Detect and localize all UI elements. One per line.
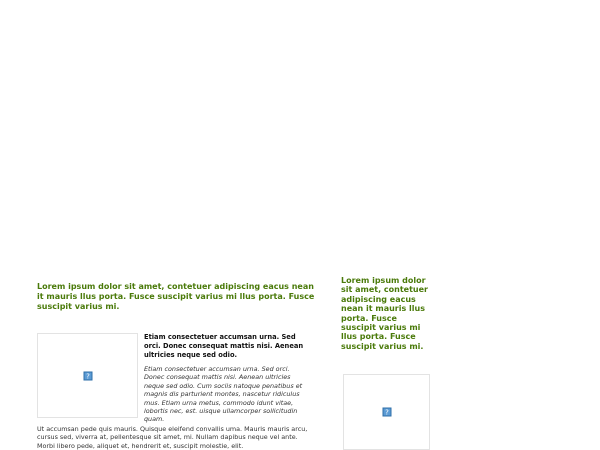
main-article-image[interactable] — [37, 333, 138, 418]
broken-image-icon — [83, 371, 92, 380]
main-article-intro: Etiam consectetuer accumsan urna. Sed orci. Donec consequat mattis nisi. Aenean ultricies neque sed odio. — [144, 333, 304, 359]
side-article-image[interactable] — [343, 374, 430, 450]
svg-text:?: ? — [384, 408, 389, 417]
main-article-italic-text: Etiam consectetuer accumsan urna. Sed orci. Donec consequat mattis nisi. Aenean ultricies neque sed odio. Cum sociis natoque penatibus et magnis dis parturient montes, nascetur ridiculus mus. Etiam urna metus, commodo idunt vitae, lobortis nec, est. uisque ullamcorper sollicitudin quam. — [144, 365, 303, 424]
svg-text:?: ? — [85, 372, 90, 380]
broken-image-icon — [382, 408, 391, 417]
main-article-body-text: Ut accumsan pede quis mauris. Quisque eleifend convallis uma. Mauris mauris arcu, cursus sed, viverra at, pellentesque sit amet, mi. Nullam dapibus neque vel ante. Morbi libero pede, aliquet et, hendrerit et, suscipit molestie, elit. — [37, 425, 308, 450]
side-article-headline[interactable]: Lorem ipsum dolor sit amet, contetuer adipiscing eacus nean it mauris llus porta. Fusce suscipit varius mi llus porta. Fusce suscipit varius mi. — [341, 276, 428, 351]
main-article-headline[interactable]: Lorem ipsum dolor sit amet, contetuer adipiscing eacus nean it mauris llus porta. Fusce suscipit varius mi llus porta. Fusce suscipit varius mi. — [37, 282, 315, 311]
